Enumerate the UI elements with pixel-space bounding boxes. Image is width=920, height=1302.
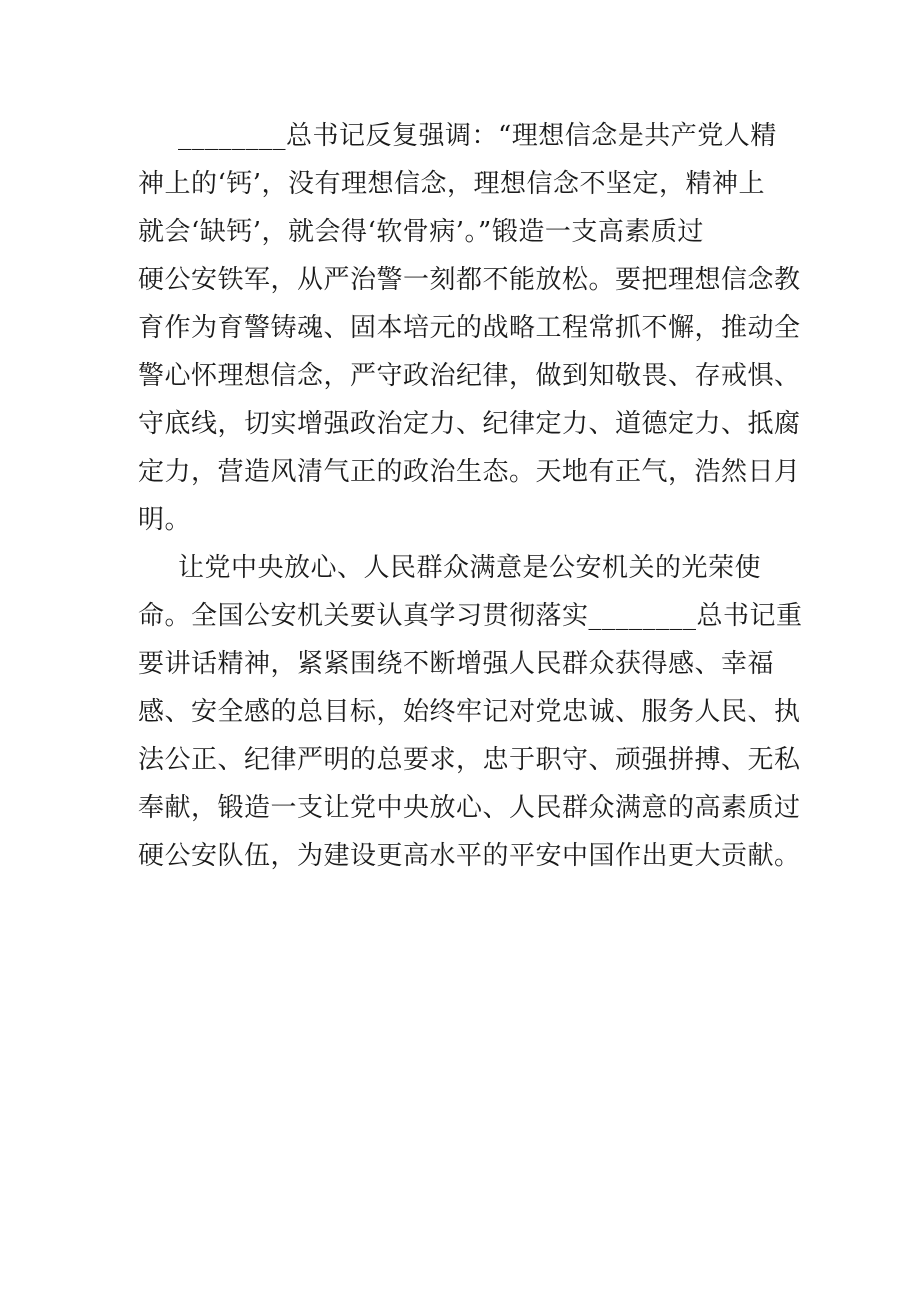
text-line: 感、安全感的总目标，始终牢记对党忠诚、服务人民、执 <box>138 697 801 727</box>
text-line: 警心怀理想信念，严守政治纪律，做到知敬畏、存戒惧、 <box>138 361 801 391</box>
text-line: 育作为育警铸魂、固本培元的战略工程常抓不懈，推动全 <box>138 313 801 343</box>
text-line: 守底线，切实增强政治定力、纪律定力、道德定力、抵腐 <box>138 409 801 439</box>
text-line: 奉献，锻造一支让党中央放心、人民群众满意的高素质过 <box>138 793 801 823</box>
text-line: 定力，营造风清气正的政治生态。天地有正气，浩然日月 <box>138 457 801 487</box>
paragraph-1 <box>138 116 801 548</box>
text-line: 硬公安铁军，从严治警一刻都不能放松。要把理想信念教 <box>138 265 801 295</box>
text-line: 让党中央放心、人民群众满意是公安机关的光荣使 <box>178 553 762 583</box>
text-line: 要讲话精神，紧紧围绕不断增强人民群众获得感、幸福 <box>138 649 775 679</box>
text-line: ________总书记反复强调：“理想信念是共产党人精 <box>178 121 777 151</box>
text-line: 神上的‘钙’，没有理想信念，理想信念不坚定，精神上 <box>138 169 766 199</box>
text-line: 就会‘缺钙’，就会得‘软骨病’。”锻造一支高素质过 <box>138 217 704 247</box>
text-line: 硬公安队伍，为建设更高水平的平安中国作出更大贡献。 <box>138 841 801 871</box>
document-body <box>138 116 803 884</box>
text-line: 明。 <box>138 505 192 535</box>
text-line: 法公正、纪律严明的总要求，忠于职守、顽强拼搏、无私 <box>138 745 801 775</box>
paragraph-2 <box>138 548 803 884</box>
text-line: 命。全国公安机关要认真学习贯彻落实________总书记重 <box>138 601 803 631</box>
